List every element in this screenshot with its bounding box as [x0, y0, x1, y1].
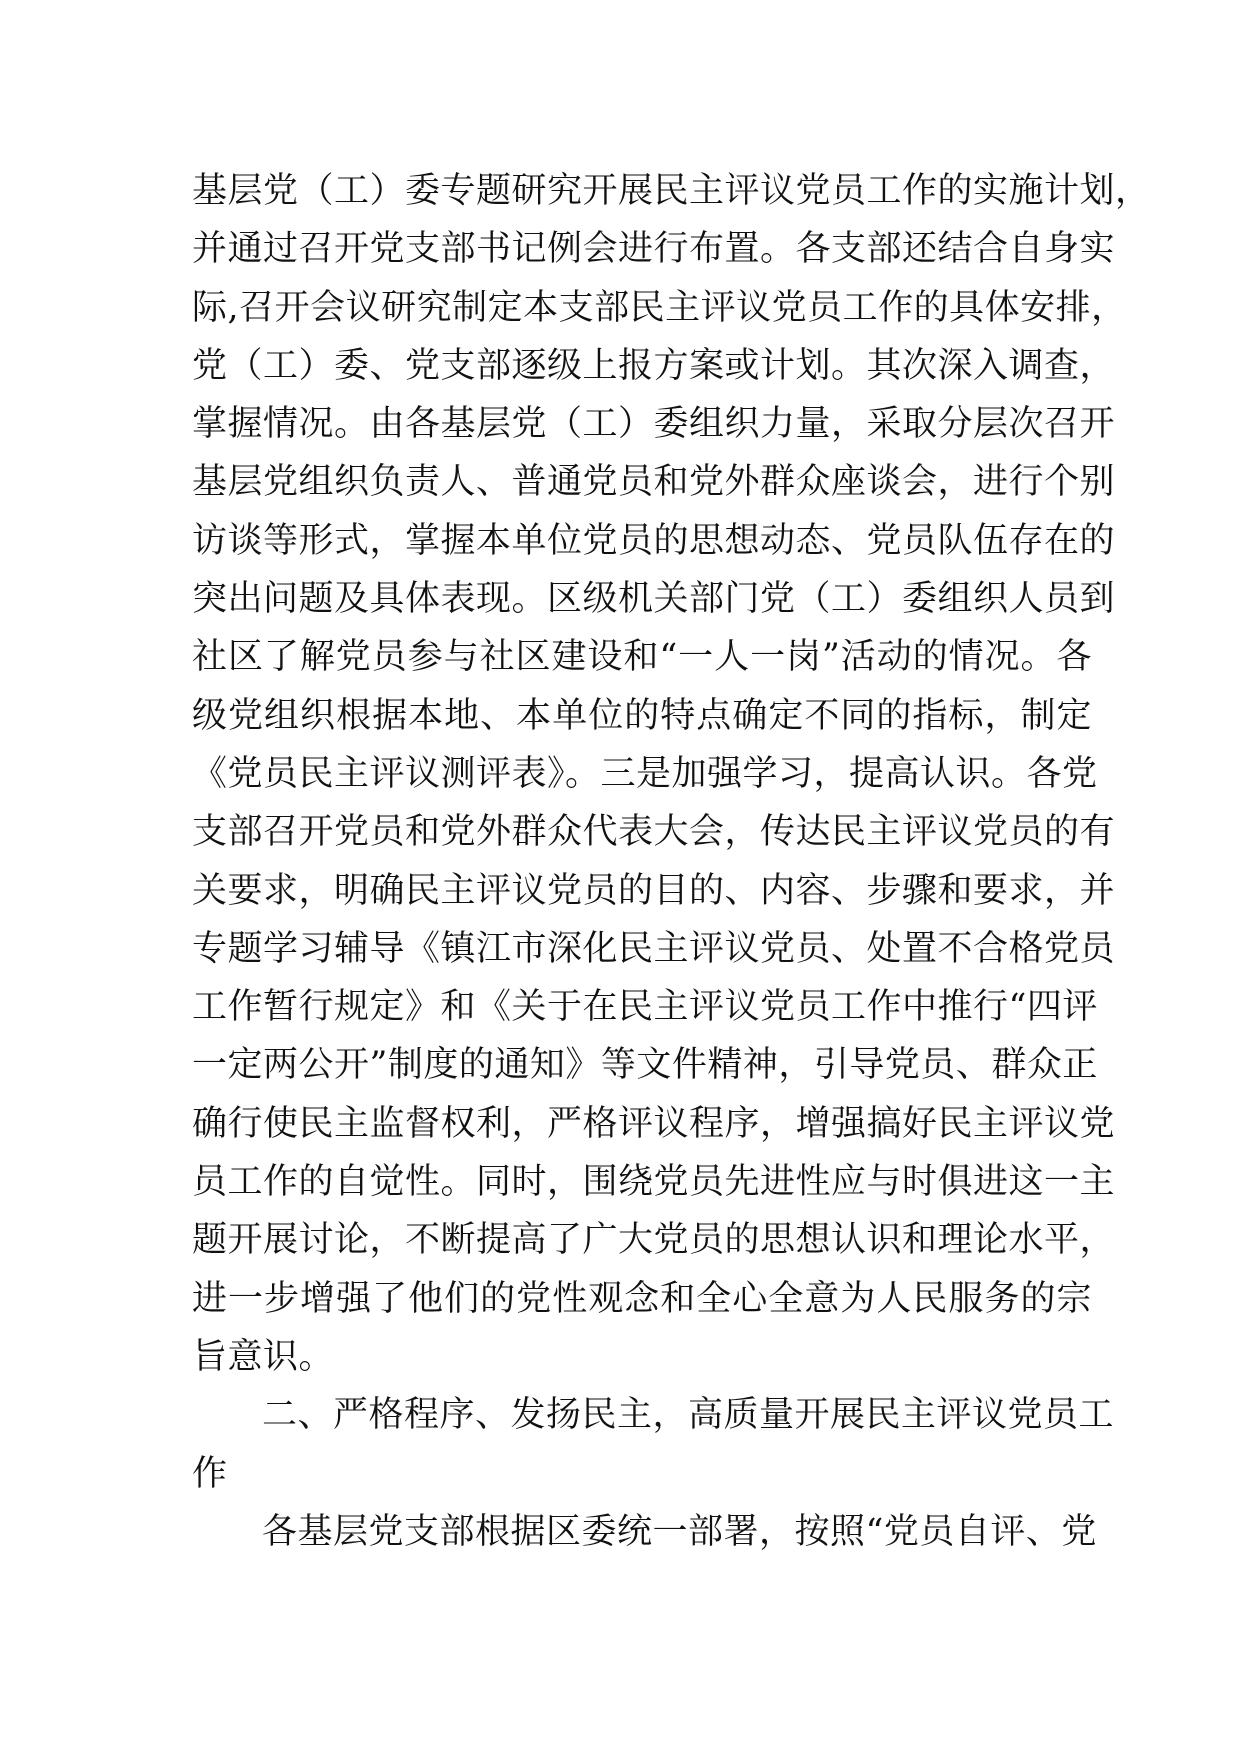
paragraph-line: 际,召开会议研究制定本支部民主评议党员工作的具体安排， [192, 287, 1127, 328]
paragraph-line: 《党员民主评议测评表》。三是加强学习，提高认识。各党 [192, 753, 1098, 794]
paragraph-line: 各基层党支部根据区委统一部署，按照“党员自评、党 [262, 1511, 1097, 1552]
paragraph-line: 基层党（工）委专题研究开展民主评议党员工作的实施计划， [192, 171, 1151, 211]
section-heading: 二、严格程序、发扬民主，高质量开展民主评议党员工 [262, 1395, 1115, 1436]
paragraph-line: 进一步增强了他们的党性观念和全心全意为人民服务的宗 [192, 1278, 1092, 1319]
paragraph-line: 并通过召开党支部书记例会进行布置。各支部还结合自身实 [192, 229, 1116, 270]
paragraph-line: 题开展讨论，不断提高了广大党员的思想认识和理论水平， [192, 1220, 1116, 1261]
paragraph-line: 访谈等形式，掌握本单位党员的思想动态、党员队伍存在的 [192, 520, 1116, 561]
paragraph-line: 基层党组织负责人、普通党员和党外群众座谈会，进行个别 [192, 462, 1116, 503]
paragraph-line: 支部召开党员和党外群众代表大会，传达民主评议党员的有 [192, 812, 1116, 853]
paragraph-line: 关要求，明确民主评议党员的目的、内容、步骤和要求，并 [192, 870, 1116, 911]
paragraph-line: 工作暂行规定》和《关于在民主评议党员工作中推行“四评 [192, 987, 1098, 1028]
section-heading-continuation: 作 [192, 1453, 228, 1494]
paragraph-line: 一定两公开”制度的通知》等文件精神，引导党员、群众正 [192, 1045, 1098, 1086]
paragraph-line: 党（工）委、党支部逐级上报方案或计划。其次深入调查， [192, 345, 1116, 386]
document-body [192, 162, 1151, 1561]
paragraph-line: 级党组织根据本地、本单位的特点确定不同的指标，制定 [192, 695, 1092, 736]
paragraph-line: 社区了解党员参与社区建设和“一人一岗”活动的情况。各 [192, 637, 1092, 678]
paragraph-line: 员工作的自觉性。同时，围绕党员先进性应与时俱进这一主 [192, 1162, 1116, 1203]
paragraph-line: 旨意识。 [192, 1336, 335, 1377]
paragraph-line: 突出问题及具体表现。区级机关部门党（工）委组织人员到 [192, 579, 1116, 620]
paragraph-line: 掌握情况。由各基层党（工）委组织力量，采取分层次召开 [192, 404, 1116, 445]
paragraph-line: 专题学习辅导《镇江市深化民主评议党员、处置不合格党员 [192, 928, 1116, 969]
paragraph-line: 确行使民主监督权利，严格评议程序，增强搞好民主评议党 [192, 1103, 1116, 1144]
